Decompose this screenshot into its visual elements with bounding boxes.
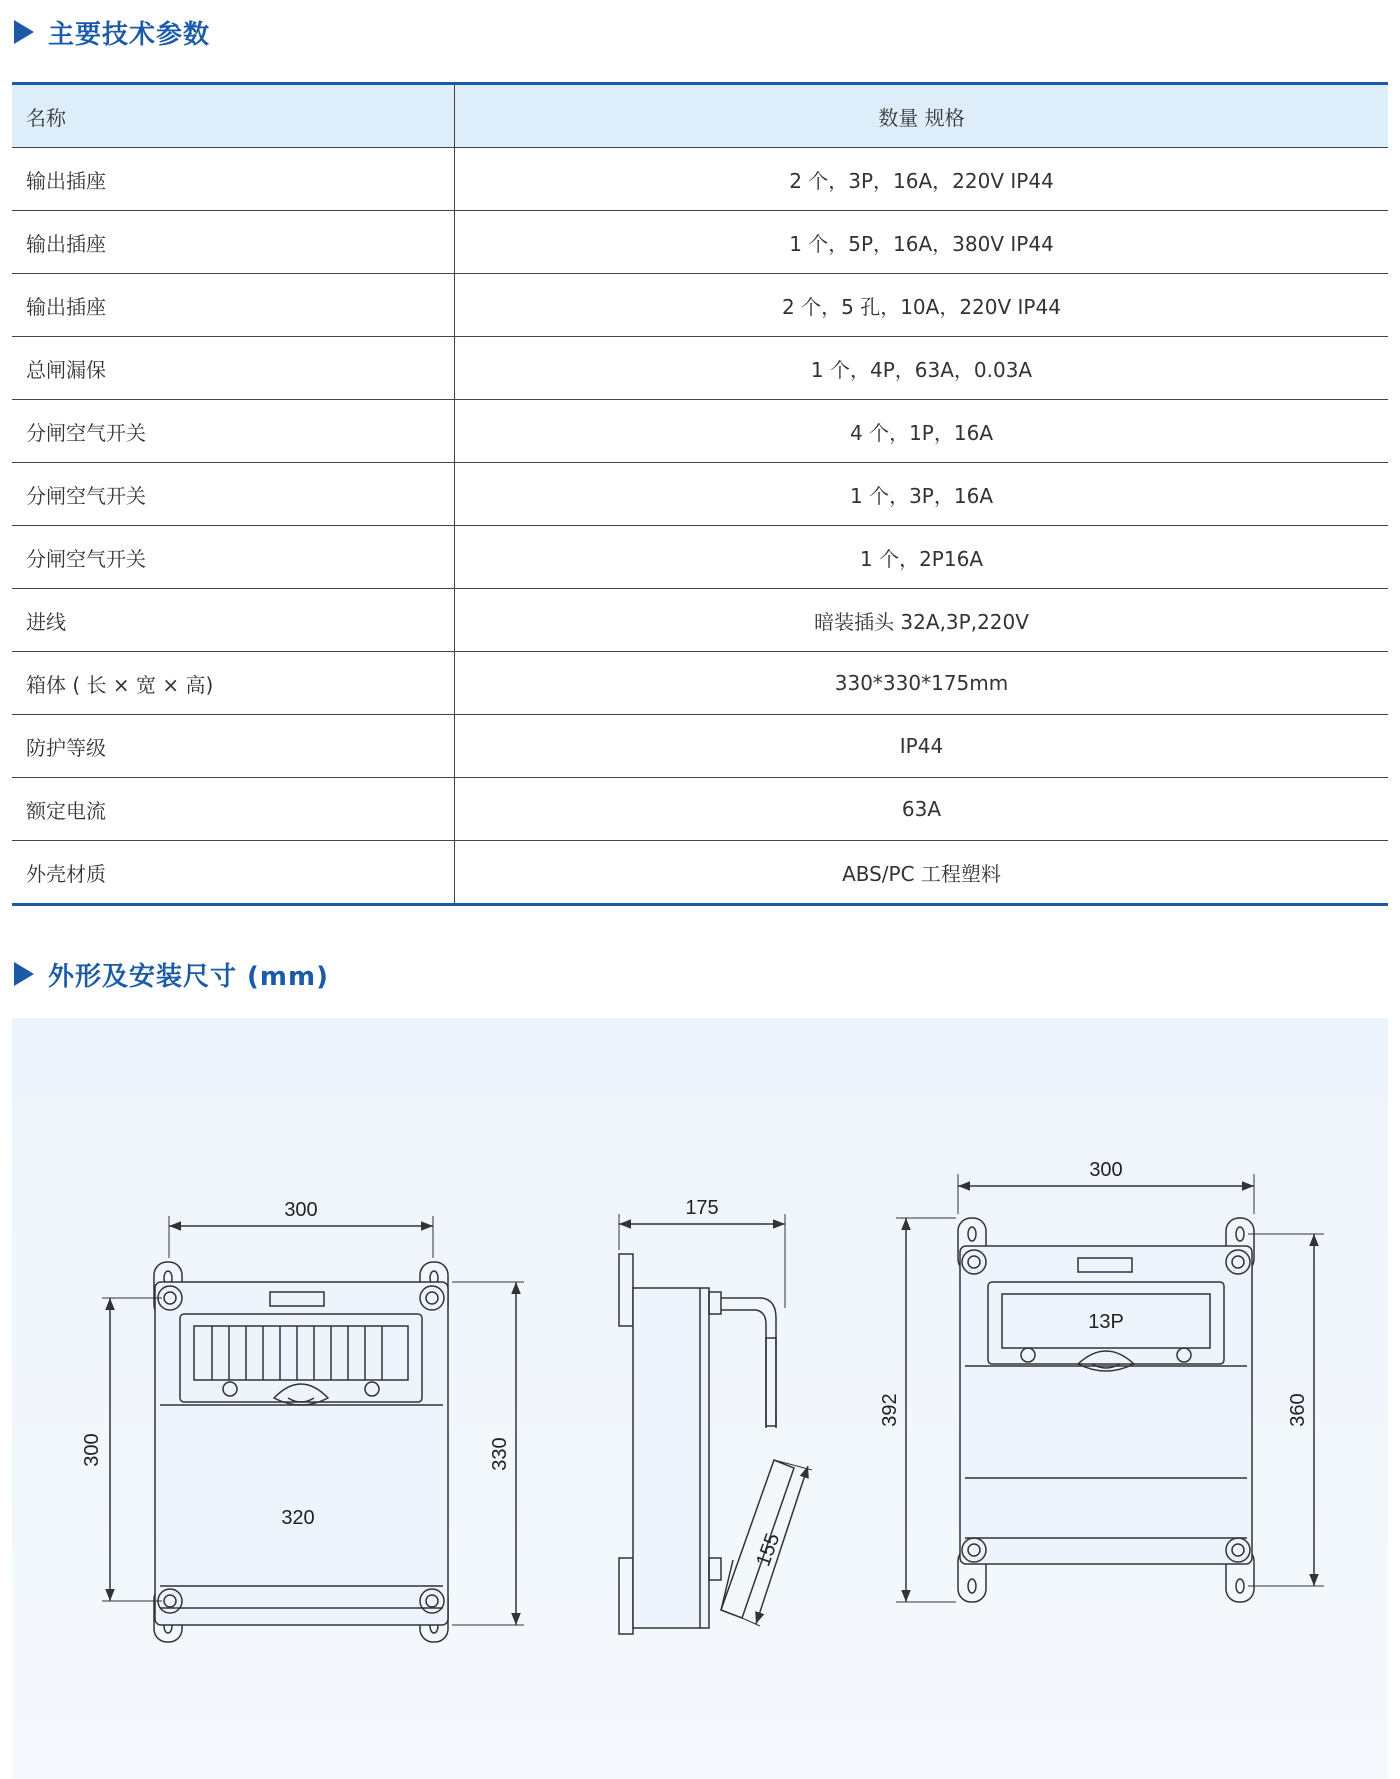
rear-height-right-label: 360 bbox=[1287, 1393, 1309, 1427]
front-height-right-label: 330 bbox=[489, 1437, 511, 1471]
cell-spec: IP44 bbox=[455, 715, 1389, 778]
cell-name: 分闸空气开关 bbox=[12, 463, 455, 526]
cell-spec: 330*330*175mm bbox=[455, 652, 1389, 715]
table-row bbox=[12, 526, 1388, 589]
triangle-right-icon bbox=[14, 20, 34, 44]
side-lid-label: 155 bbox=[752, 1530, 785, 1570]
dimension-drawings-svg bbox=[12, 1018, 1388, 1779]
dimension-drawing-panel bbox=[12, 1018, 1388, 1779]
cell-spec: 1 个，2P16A bbox=[455, 526, 1389, 589]
table-row bbox=[12, 148, 1388, 211]
cell-spec: 63A bbox=[455, 778, 1389, 841]
rear-height-left-label: 392 bbox=[879, 1393, 901, 1427]
table-row bbox=[12, 337, 1388, 400]
spec-table bbox=[12, 82, 1388, 906]
table-row bbox=[12, 589, 1388, 652]
cell-spec: 暗装插头 32A,3P,220V bbox=[455, 589, 1389, 652]
side-view-drawing bbox=[619, 1214, 812, 1634]
cell-spec: ABS/PC 工程塑料 bbox=[455, 841, 1389, 905]
cell-name: 分闸空气开关 bbox=[12, 526, 455, 589]
cell-name: 输出插座 bbox=[12, 148, 455, 211]
table-row bbox=[12, 715, 1388, 778]
rear-width-top-label: 300 bbox=[1089, 1159, 1123, 1181]
table-row bbox=[12, 841, 1388, 905]
section-title-specs bbox=[14, 14, 210, 50]
side-mount-plate bbox=[619, 1558, 633, 1634]
front-width-top-label: 300 bbox=[284, 1199, 318, 1221]
cell-name: 总闸漏保 bbox=[12, 337, 455, 400]
header-name: 名称 bbox=[12, 84, 455, 148]
table-header-row bbox=[12, 84, 1388, 148]
table-row bbox=[12, 400, 1388, 463]
side-box-body bbox=[633, 1288, 709, 1628]
cell-name: 输出插座 bbox=[12, 274, 455, 337]
cell-name: 外壳材质 bbox=[12, 841, 455, 905]
side-depth-label: 175 bbox=[685, 1197, 719, 1219]
cell-name: 额定电流 bbox=[12, 778, 455, 841]
cell-spec: 1 个，4P，63A，0.03A bbox=[455, 337, 1389, 400]
front-view-drawing bbox=[102, 1216, 524, 1642]
rear-window-label: 13P bbox=[1088, 1311, 1124, 1333]
cell-spec: 1 个，5P，16A，380V IP44 bbox=[455, 211, 1389, 274]
rear-view-drawing bbox=[896, 1174, 1324, 1602]
front-height-left-label: 300 bbox=[81, 1433, 103, 1467]
section-title-dimensions-text: 外形及安装尺寸 (mm) bbox=[48, 961, 330, 992]
front-box-body bbox=[155, 1282, 448, 1625]
header-spec: 数量 规格 bbox=[455, 84, 1389, 148]
table-row bbox=[12, 463, 1388, 526]
side-mount-plate bbox=[619, 1254, 633, 1326]
cell-name: 输出插座 bbox=[12, 211, 455, 274]
section-title-specs-text: 主要技术参数 bbox=[48, 19, 211, 50]
cell-name: 分闸空气开关 bbox=[12, 400, 455, 463]
table-row bbox=[12, 778, 1388, 841]
cell-spec: 2 个，3P，16A，220V IP44 bbox=[455, 148, 1389, 211]
cell-name: 箱体 ( 长 × 宽 × 高) bbox=[12, 652, 455, 715]
triangle-right-icon bbox=[14, 962, 34, 986]
cell-spec: 1 个，3P，16A bbox=[455, 463, 1389, 526]
table-row bbox=[12, 274, 1388, 337]
cell-name: 进线 bbox=[12, 589, 455, 652]
section-title-dimensions bbox=[14, 956, 329, 992]
table-row bbox=[12, 652, 1388, 715]
front-width-inner-label: 320 bbox=[281, 1507, 315, 1529]
cell-spec: 2 个，5 孔，10A，220V IP44 bbox=[455, 274, 1389, 337]
cell-spec: 4 个，1P，16A bbox=[455, 400, 1389, 463]
cell-name: 防护等级 bbox=[12, 715, 455, 778]
table-row bbox=[12, 211, 1388, 274]
